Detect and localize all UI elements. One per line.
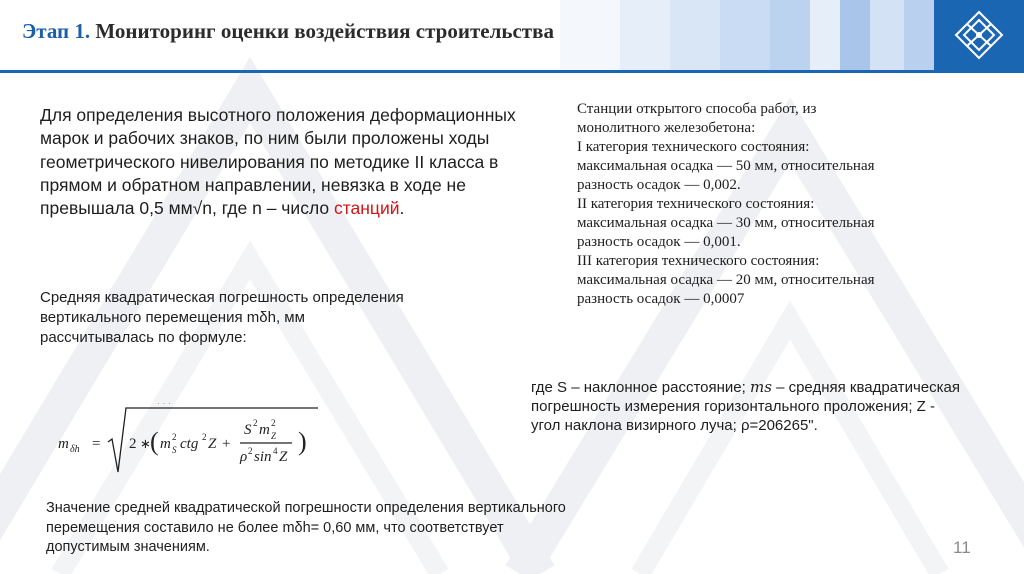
- formula-den-rho-sup: 2: [248, 446, 253, 456]
- formula-den-rho: ρ: [240, 449, 248, 465]
- formula-ms-sup: 2: [172, 432, 177, 442]
- title-text: Мониторинг оценки воздействия строительства: [90, 19, 554, 43]
- formula-eq: =: [92, 436, 101, 452]
- formula-paren-left: (: [150, 427, 159, 456]
- page-title: [22, 19, 554, 44]
- condition-line: разность осадок — 0,001.: [577, 234, 741, 251]
- formula-ms: m: [160, 436, 171, 452]
- formula-mult: ∗: [140, 436, 151, 451]
- leveling-method-paragraph: [40, 104, 540, 220]
- highlighted-word: станций: [333, 198, 400, 219]
- formula-paren-right: ): [298, 427, 307, 456]
- condition-line: монолитного железобетона:: [577, 120, 756, 137]
- formula-num-s: S: [244, 422, 252, 438]
- formula-ctg: ctg: [180, 436, 199, 452]
- formula-z: Z: [208, 436, 217, 452]
- condition-line: разность осадок — 0,002.: [577, 177, 741, 194]
- definition-ms-symbol: ms: [749, 378, 772, 396]
- page-number: 11: [953, 538, 971, 557]
- condition-line: максимальная осадка — 20 мм, относительная: [577, 272, 875, 289]
- formula-den-sin-sup: 4: [273, 446, 278, 456]
- definition-line-1: [531, 378, 1024, 397]
- condition-line: максимальная осадка — 50 мм, относительная: [577, 158, 875, 175]
- definitions-paragraph: [531, 378, 1024, 435]
- formula-dots: · · ·: [157, 398, 171, 408]
- formula-num-mz: m: [259, 422, 270, 438]
- diamond-logo-icon: [934, 0, 1024, 70]
- definition-text: – средняя квадратическая: [771, 379, 960, 396]
- formula-lhs-sub: δh: [70, 444, 80, 455]
- formula-plus: +: [222, 436, 231, 452]
- formula-ctg-sup: 2: [202, 432, 207, 442]
- definition-text: где S – наклонное расстояние;: [531, 379, 750, 396]
- logo: [934, 0, 1024, 70]
- definition-line-3: угол наклона визирного луча; ρ=206265".: [531, 417, 818, 435]
- technical-condition-list: [577, 100, 1017, 310]
- formula-num-s-sup: 2: [253, 418, 258, 428]
- header-bar: [0, 0, 1024, 70]
- formula-two: 2: [129, 436, 137, 452]
- definition-line-2: погрешность измерения горизонтального проложения; Z -: [531, 398, 936, 416]
- condition-line: разность осадок — 0,0007: [577, 291, 745, 308]
- formula-den-sin: sin: [254, 449, 272, 465]
- rms-intro-paragraph: Средняя квадратическая погрешность определения вертикального перемещения mδh, мм рассчитывалась по формуле:: [40, 289, 404, 346]
- condition-line: I категория технического состояния:: [577, 139, 810, 156]
- condition-line: II категория технического состояния:: [577, 196, 815, 213]
- condition-line: III категория технического состояния:: [577, 253, 820, 270]
- header-gradient-bands: [560, 0, 934, 70]
- formula-num-mz-sup: 2: [271, 418, 276, 428]
- header-divider: [0, 70, 1024, 73]
- leveling-text: Для определения высотного положения деформационных марок и рабочих знаков, по ним были проложены ходы геометрического нивелирования по методике II класса в прямом и обратном направлении, невязка в ходе не превышала 0,5 мм√n, где n – число: [40, 105, 516, 219]
- formula-den-z: Z: [279, 449, 288, 465]
- rms-formula: [56, 404, 346, 478]
- leveling-end: .: [399, 198, 405, 219]
- condition-line: Станции открытого способа работ, из: [577, 101, 817, 117]
- condition-line: максимальная осадка — 30 мм, относительная: [577, 215, 875, 232]
- title-stage: Этап 1.: [22, 19, 91, 43]
- formula-ms-sub: S: [172, 445, 177, 455]
- formula-lhs: m: [58, 436, 69, 452]
- conclusion-paragraph: Значение средней квадратической погрешности определения вертикального перемещения составило не более mδh= 0,60 мм, что соответствует допустимым значениям.: [46, 500, 566, 556]
- formula-num-mz-sub: Z: [271, 431, 277, 441]
